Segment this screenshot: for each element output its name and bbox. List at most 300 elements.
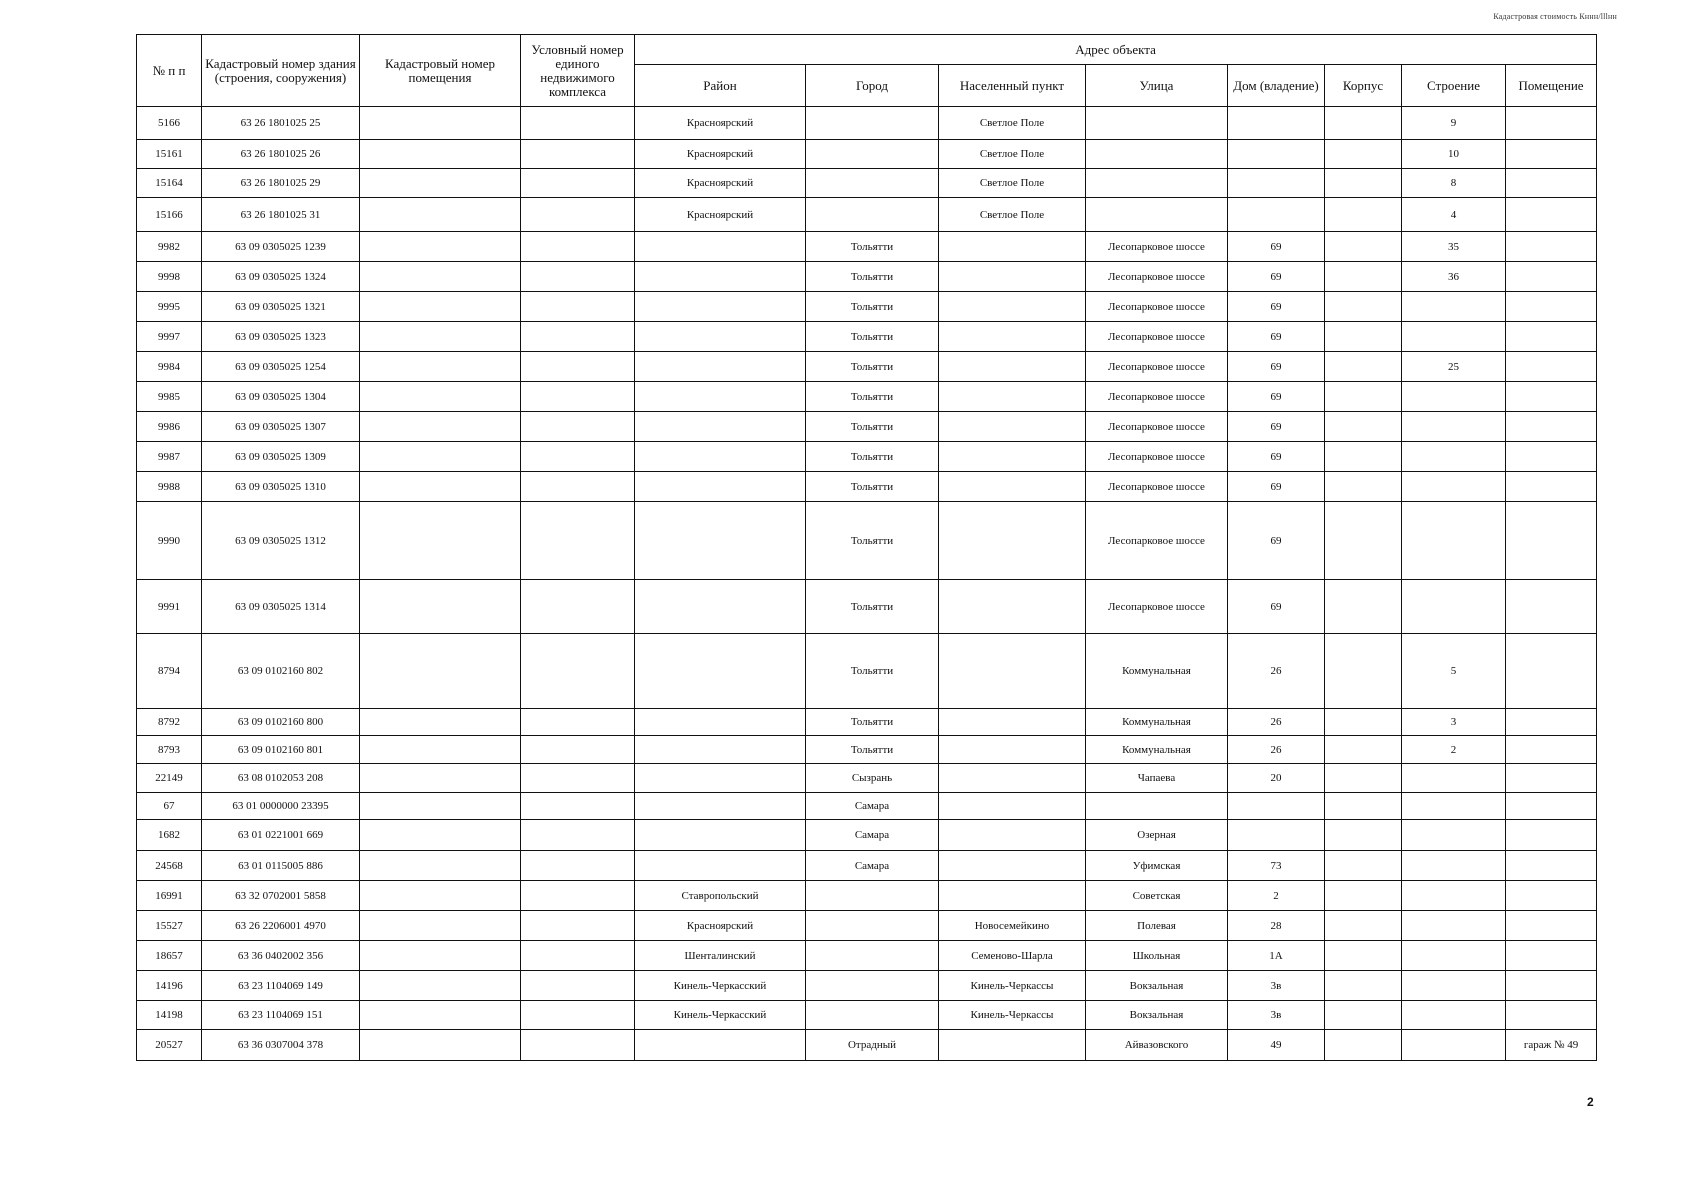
cell-city bbox=[806, 971, 939, 1001]
cell-cad-building: 63 23 1104069 149 bbox=[202, 971, 360, 1001]
cell-street: Уфимская bbox=[1086, 851, 1228, 881]
cell-settlement bbox=[939, 709, 1086, 736]
table-row bbox=[137, 382, 1597, 412]
cell-cond-number bbox=[521, 911, 635, 941]
table-row bbox=[137, 107, 1597, 140]
cell-korpus bbox=[1325, 140, 1402, 169]
header-num: № п п bbox=[137, 35, 202, 107]
cell-cad-building: 63 23 1104069 151 bbox=[202, 1001, 360, 1030]
cell-cond-number bbox=[521, 322, 635, 352]
table-row bbox=[137, 1030, 1597, 1061]
cell-district bbox=[635, 292, 806, 322]
cell-house: 69 bbox=[1228, 262, 1325, 292]
table-row bbox=[137, 169, 1597, 198]
cell-stroenie bbox=[1402, 472, 1506, 502]
cell-street bbox=[1086, 140, 1228, 169]
cell-pomeshenie bbox=[1506, 382, 1597, 412]
cell-pomeshenie: гараж № 49 bbox=[1506, 1030, 1597, 1061]
cell-num: 15166 bbox=[137, 198, 202, 232]
cell-stroenie bbox=[1402, 941, 1506, 971]
cell-house: 2 bbox=[1228, 881, 1325, 911]
cell-street: Лесопарковое шоссе bbox=[1086, 262, 1228, 292]
cell-city: Тольятти bbox=[806, 580, 939, 634]
cell-korpus bbox=[1325, 709, 1402, 736]
cell-cond-number bbox=[521, 764, 635, 793]
cell-city bbox=[806, 169, 939, 198]
header-street: Улица bbox=[1086, 65, 1228, 107]
cell-street bbox=[1086, 169, 1228, 198]
cell-cond-number bbox=[521, 472, 635, 502]
cell-settlement bbox=[939, 1030, 1086, 1061]
table-row bbox=[137, 502, 1597, 580]
header-house: Дом (владение) bbox=[1228, 65, 1325, 107]
cell-cad-building: 63 26 1801025 26 bbox=[202, 140, 360, 169]
cell-city: Тольятти bbox=[806, 232, 939, 262]
cell-street: Лесопарковое шоссе bbox=[1086, 292, 1228, 322]
cell-street: Лесопарковое шоссе bbox=[1086, 352, 1228, 382]
cell-street bbox=[1086, 107, 1228, 140]
cell-korpus bbox=[1325, 736, 1402, 764]
cell-district: Кинель-Черкасский bbox=[635, 1001, 806, 1030]
cell-num: 22149 bbox=[137, 764, 202, 793]
cell-settlement bbox=[939, 793, 1086, 820]
table-row bbox=[137, 352, 1597, 382]
cell-cad-premises bbox=[360, 322, 521, 352]
cell-district: Красноярский bbox=[635, 198, 806, 232]
cell-city bbox=[806, 140, 939, 169]
cell-city: Сызрань bbox=[806, 764, 939, 793]
header-cond-number: Условный номер единого недвижимого комплекса bbox=[521, 35, 635, 107]
cell-cad-premises bbox=[360, 736, 521, 764]
cell-city: Тольятти bbox=[806, 472, 939, 502]
cell-cad-building: 63 09 0102160 802 bbox=[202, 634, 360, 709]
cell-street: Лесопарковое шоссе bbox=[1086, 580, 1228, 634]
cell-cad-building: 63 26 1801025 31 bbox=[202, 198, 360, 232]
cell-stroenie bbox=[1402, 580, 1506, 634]
table-row bbox=[137, 472, 1597, 502]
cell-settlement bbox=[939, 382, 1086, 412]
cell-street: Вокзальная bbox=[1086, 1001, 1228, 1030]
cell-settlement: Кинель-Черкассы bbox=[939, 1001, 1086, 1030]
cell-cad-premises bbox=[360, 764, 521, 793]
cell-district bbox=[635, 736, 806, 764]
cell-cond-number bbox=[521, 851, 635, 881]
cell-num: 9984 bbox=[137, 352, 202, 382]
cell-house: 73 bbox=[1228, 851, 1325, 881]
cell-city: Самара bbox=[806, 851, 939, 881]
cell-stroenie: 2 bbox=[1402, 736, 1506, 764]
cell-settlement bbox=[939, 820, 1086, 851]
cell-korpus bbox=[1325, 580, 1402, 634]
cell-pomeshenie bbox=[1506, 1001, 1597, 1030]
cell-street: Коммунальная bbox=[1086, 634, 1228, 709]
cell-street: Школьная bbox=[1086, 941, 1228, 971]
cell-num: 9986 bbox=[137, 412, 202, 442]
cell-city: Тольятти bbox=[806, 709, 939, 736]
cell-district bbox=[635, 580, 806, 634]
cell-stroenie bbox=[1402, 820, 1506, 851]
cell-district bbox=[635, 1030, 806, 1061]
cell-cad-building: 63 01 0000000 23395 bbox=[202, 793, 360, 820]
cell-street: Лесопарковое шоссе bbox=[1086, 232, 1228, 262]
cell-settlement bbox=[939, 881, 1086, 911]
cell-stroenie bbox=[1402, 971, 1506, 1001]
page-number: 2 bbox=[1587, 1095, 1594, 1109]
cell-stroenie bbox=[1402, 442, 1506, 472]
cell-house: 20 bbox=[1228, 764, 1325, 793]
cell-cad-building: 63 09 0305025 1324 bbox=[202, 262, 360, 292]
cell-cond-number bbox=[521, 881, 635, 911]
cell-stroenie bbox=[1402, 382, 1506, 412]
cell-city: Тольятти bbox=[806, 736, 939, 764]
cell-stroenie: 9 bbox=[1402, 107, 1506, 140]
cell-korpus bbox=[1325, 634, 1402, 709]
cell-house bbox=[1228, 793, 1325, 820]
cell-num: 9995 bbox=[137, 292, 202, 322]
cell-house bbox=[1228, 107, 1325, 140]
cell-district bbox=[635, 820, 806, 851]
cell-num: 16991 bbox=[137, 881, 202, 911]
cell-pomeshenie bbox=[1506, 412, 1597, 442]
cell-stroenie: 5 bbox=[1402, 634, 1506, 709]
cell-street bbox=[1086, 198, 1228, 232]
table-row bbox=[137, 881, 1597, 911]
cell-city bbox=[806, 107, 939, 140]
cell-num: 9987 bbox=[137, 442, 202, 472]
cell-cond-number bbox=[521, 352, 635, 382]
cell-house: 69 bbox=[1228, 352, 1325, 382]
cell-cond-number bbox=[521, 262, 635, 292]
cell-num: 14198 bbox=[137, 1001, 202, 1030]
header-cad-premises: Кадастровый номер помещения bbox=[360, 35, 521, 107]
table-row bbox=[137, 322, 1597, 352]
table-row bbox=[137, 292, 1597, 322]
registry-table bbox=[136, 34, 1597, 1061]
cell-cad-premises bbox=[360, 262, 521, 292]
cell-cond-number bbox=[521, 1030, 635, 1061]
table-row bbox=[137, 736, 1597, 764]
cell-cad-building: 63 01 0221001 669 bbox=[202, 820, 360, 851]
cell-cond-number bbox=[521, 140, 635, 169]
table-row bbox=[137, 1001, 1597, 1030]
cell-korpus bbox=[1325, 911, 1402, 941]
cell-num: 15164 bbox=[137, 169, 202, 198]
table-row bbox=[137, 634, 1597, 709]
cell-house: 1А bbox=[1228, 941, 1325, 971]
cell-stroenie: 4 bbox=[1402, 198, 1506, 232]
cell-cad-premises bbox=[360, 442, 521, 472]
cell-cad-building: 63 36 0402002 356 bbox=[202, 941, 360, 971]
cell-settlement bbox=[939, 322, 1086, 352]
cell-city: Тольятти bbox=[806, 382, 939, 412]
cell-house: 69 bbox=[1228, 580, 1325, 634]
cell-korpus bbox=[1325, 442, 1402, 472]
cell-cad-building: 63 09 0102160 800 bbox=[202, 709, 360, 736]
cell-cad-premises bbox=[360, 634, 521, 709]
cell-pomeshenie bbox=[1506, 941, 1597, 971]
cell-cad-building: 63 09 0305025 1323 bbox=[202, 322, 360, 352]
cell-house: 69 bbox=[1228, 502, 1325, 580]
cell-cond-number bbox=[521, 232, 635, 262]
cell-settlement bbox=[939, 502, 1086, 580]
cell-pomeshenie bbox=[1506, 232, 1597, 262]
cell-street: Лесопарковое шоссе bbox=[1086, 382, 1228, 412]
cell-street: Полевая bbox=[1086, 911, 1228, 941]
cell-house: 69 bbox=[1228, 322, 1325, 352]
header-address-group: Адрес объекта bbox=[635, 35, 1597, 65]
cell-house: 26 bbox=[1228, 736, 1325, 764]
cell-cad-premises bbox=[360, 851, 521, 881]
cell-settlement bbox=[939, 442, 1086, 472]
cell-cad-premises bbox=[360, 580, 521, 634]
cell-settlement bbox=[939, 634, 1086, 709]
cell-pomeshenie bbox=[1506, 851, 1597, 881]
table-row bbox=[137, 764, 1597, 793]
cell-settlement bbox=[939, 764, 1086, 793]
cell-korpus bbox=[1325, 941, 1402, 971]
cell-settlement: Кинель-Черкассы bbox=[939, 971, 1086, 1001]
cell-house: 69 bbox=[1228, 292, 1325, 322]
cell-cad-building: 63 09 0305025 1309 bbox=[202, 442, 360, 472]
cell-district bbox=[635, 851, 806, 881]
cell-city bbox=[806, 881, 939, 911]
cell-house: 26 bbox=[1228, 634, 1325, 709]
cell-district bbox=[635, 262, 806, 292]
cell-cad-premises bbox=[360, 793, 521, 820]
cell-cond-number bbox=[521, 169, 635, 198]
cell-city: Тольятти bbox=[806, 262, 939, 292]
cell-house bbox=[1228, 198, 1325, 232]
cell-street: Айвазовского bbox=[1086, 1030, 1228, 1061]
cell-city: Отрадный bbox=[806, 1030, 939, 1061]
cell-stroenie bbox=[1402, 881, 1506, 911]
cell-stroenie: 10 bbox=[1402, 140, 1506, 169]
cell-cad-premises bbox=[360, 881, 521, 911]
cell-cad-building: 63 09 0305025 1254 bbox=[202, 352, 360, 382]
cell-korpus bbox=[1325, 292, 1402, 322]
cell-cond-number bbox=[521, 736, 635, 764]
cell-pomeshenie bbox=[1506, 502, 1597, 580]
table-row bbox=[137, 412, 1597, 442]
cell-cad-premises bbox=[360, 1001, 521, 1030]
cell-korpus bbox=[1325, 198, 1402, 232]
cell-city bbox=[806, 1001, 939, 1030]
cell-settlement bbox=[939, 412, 1086, 442]
cell-city bbox=[806, 941, 939, 971]
cell-cad-premises bbox=[360, 911, 521, 941]
cell-cad-building: 63 09 0305025 1314 bbox=[202, 580, 360, 634]
cell-pomeshenie bbox=[1506, 442, 1597, 472]
cell-num: 67 bbox=[137, 793, 202, 820]
cell-district bbox=[635, 502, 806, 580]
cell-stroenie bbox=[1402, 502, 1506, 580]
cell-settlement bbox=[939, 851, 1086, 881]
cell-stroenie bbox=[1402, 412, 1506, 442]
cell-num: 8794 bbox=[137, 634, 202, 709]
cell-num: 9988 bbox=[137, 472, 202, 502]
cell-korpus bbox=[1325, 169, 1402, 198]
table-row bbox=[137, 442, 1597, 472]
cell-street: Лесопарковое шоссе bbox=[1086, 502, 1228, 580]
cell-cond-number bbox=[521, 412, 635, 442]
table-row bbox=[137, 851, 1597, 881]
cell-house bbox=[1228, 169, 1325, 198]
cell-cond-number bbox=[521, 442, 635, 472]
cell-settlement: Новосемейкино bbox=[939, 911, 1086, 941]
cell-pomeshenie bbox=[1506, 911, 1597, 941]
cell-house: 28 bbox=[1228, 911, 1325, 941]
cell-num: 9991 bbox=[137, 580, 202, 634]
cell-city: Тольятти bbox=[806, 412, 939, 442]
cell-city: Тольятти bbox=[806, 292, 939, 322]
cell-cond-number bbox=[521, 382, 635, 412]
cell-pomeshenie bbox=[1506, 580, 1597, 634]
cell-city: Тольятти bbox=[806, 442, 939, 472]
cell-house: 3в bbox=[1228, 1001, 1325, 1030]
cell-pomeshenie bbox=[1506, 107, 1597, 140]
cell-house: 69 bbox=[1228, 412, 1325, 442]
cell-stroenie bbox=[1402, 764, 1506, 793]
cell-settlement bbox=[939, 736, 1086, 764]
cell-korpus bbox=[1325, 851, 1402, 881]
cell-pomeshenie bbox=[1506, 971, 1597, 1001]
cell-num: 15161 bbox=[137, 140, 202, 169]
cell-street: Озерная bbox=[1086, 820, 1228, 851]
cell-house: 26 bbox=[1228, 709, 1325, 736]
cell-cond-number bbox=[521, 502, 635, 580]
cell-korpus bbox=[1325, 881, 1402, 911]
cell-num: 15527 bbox=[137, 911, 202, 941]
cell-cad-premises bbox=[360, 502, 521, 580]
cell-num: 9982 bbox=[137, 232, 202, 262]
header-settlement: Населенный пункт bbox=[939, 65, 1086, 107]
cell-settlement: Светлое Поле bbox=[939, 198, 1086, 232]
cell-num: 1682 bbox=[137, 820, 202, 851]
cell-settlement bbox=[939, 232, 1086, 262]
table-body bbox=[137, 107, 1597, 1061]
cell-num: 8793 bbox=[137, 736, 202, 764]
cell-cad-premises bbox=[360, 412, 521, 442]
cell-korpus bbox=[1325, 472, 1402, 502]
cell-street bbox=[1086, 793, 1228, 820]
cell-stroenie: 25 bbox=[1402, 352, 1506, 382]
header-korpus: Корпус bbox=[1325, 65, 1402, 107]
cell-house: 49 bbox=[1228, 1030, 1325, 1061]
cell-cad-premises bbox=[360, 140, 521, 169]
cell-korpus bbox=[1325, 1001, 1402, 1030]
cell-num: 9997 bbox=[137, 322, 202, 352]
cell-settlement bbox=[939, 580, 1086, 634]
table-row bbox=[137, 820, 1597, 851]
cell-cad-premises bbox=[360, 169, 521, 198]
cell-cond-number bbox=[521, 198, 635, 232]
cell-cad-premises bbox=[360, 971, 521, 1001]
cell-house: 69 bbox=[1228, 472, 1325, 502]
cell-cad-building: 63 08 0102053 208 bbox=[202, 764, 360, 793]
cell-district: Красноярский bbox=[635, 169, 806, 198]
cell-house: 69 bbox=[1228, 382, 1325, 412]
cell-stroenie: 3 bbox=[1402, 709, 1506, 736]
cell-street: Чапаева bbox=[1086, 764, 1228, 793]
cell-cond-number bbox=[521, 793, 635, 820]
cell-district: Красноярский bbox=[635, 140, 806, 169]
cell-stroenie bbox=[1402, 1001, 1506, 1030]
cell-city bbox=[806, 911, 939, 941]
cell-street: Вокзальная bbox=[1086, 971, 1228, 1001]
cell-korpus bbox=[1325, 232, 1402, 262]
table-row bbox=[137, 232, 1597, 262]
cell-korpus bbox=[1325, 971, 1402, 1001]
cell-street: Коммунальная bbox=[1086, 736, 1228, 764]
cell-pomeshenie bbox=[1506, 472, 1597, 502]
header-cad-building: Кадастровый номер здания (строения, сооружения) bbox=[202, 35, 360, 107]
cell-pomeshenie bbox=[1506, 262, 1597, 292]
cell-korpus bbox=[1325, 764, 1402, 793]
cell-street: Коммунальная bbox=[1086, 709, 1228, 736]
cell-cad-building: 63 26 1801025 25 bbox=[202, 107, 360, 140]
cell-cad-premises bbox=[360, 232, 521, 262]
table-row bbox=[137, 941, 1597, 971]
cell-cad-building: 63 09 0305025 1239 bbox=[202, 232, 360, 262]
cell-pomeshenie bbox=[1506, 292, 1597, 322]
cell-cad-premises bbox=[360, 198, 521, 232]
cell-num: 18657 bbox=[137, 941, 202, 971]
cell-cad-building: 63 01 0115005 886 bbox=[202, 851, 360, 881]
cell-korpus bbox=[1325, 793, 1402, 820]
cell-pomeshenie bbox=[1506, 322, 1597, 352]
cell-city: Тольятти bbox=[806, 502, 939, 580]
cell-stroenie bbox=[1402, 292, 1506, 322]
cell-settlement: Семеново-Шарла bbox=[939, 941, 1086, 971]
cell-num: 14196 bbox=[137, 971, 202, 1001]
table-row bbox=[137, 911, 1597, 941]
cell-district bbox=[635, 322, 806, 352]
cell-stroenie bbox=[1402, 851, 1506, 881]
cell-city: Самара bbox=[806, 820, 939, 851]
cell-cad-building: 63 09 0305025 1307 bbox=[202, 412, 360, 442]
cell-house bbox=[1228, 820, 1325, 851]
table-row bbox=[137, 793, 1597, 820]
cell-settlement bbox=[939, 472, 1086, 502]
table-row bbox=[137, 198, 1597, 232]
cell-korpus bbox=[1325, 412, 1402, 442]
cell-district bbox=[635, 472, 806, 502]
cell-pomeshenie bbox=[1506, 793, 1597, 820]
cell-stroenie bbox=[1402, 911, 1506, 941]
cell-cad-premises bbox=[360, 1030, 521, 1061]
cell-cad-building: 63 26 1801025 29 bbox=[202, 169, 360, 198]
cell-cond-number bbox=[521, 107, 635, 140]
cell-stroenie: 8 bbox=[1402, 169, 1506, 198]
cell-korpus bbox=[1325, 107, 1402, 140]
cell-korpus bbox=[1325, 352, 1402, 382]
cell-korpus bbox=[1325, 1030, 1402, 1061]
cell-pomeshenie bbox=[1506, 881, 1597, 911]
cell-district bbox=[635, 352, 806, 382]
cell-city: Самара bbox=[806, 793, 939, 820]
cell-cad-building: 63 09 0305025 1310 bbox=[202, 472, 360, 502]
cell-cad-premises bbox=[360, 709, 521, 736]
cell-district bbox=[635, 709, 806, 736]
cell-stroenie bbox=[1402, 1030, 1506, 1061]
cell-district: Красноярский bbox=[635, 911, 806, 941]
cell-cad-building: 63 36 0307004 378 bbox=[202, 1030, 360, 1061]
cell-settlement bbox=[939, 292, 1086, 322]
cell-pomeshenie bbox=[1506, 709, 1597, 736]
cell-cad-building: 63 26 2206001 4970 bbox=[202, 911, 360, 941]
cell-street: Лесопарковое шоссе bbox=[1086, 322, 1228, 352]
header-pomeshenie: Помещение bbox=[1506, 65, 1597, 107]
